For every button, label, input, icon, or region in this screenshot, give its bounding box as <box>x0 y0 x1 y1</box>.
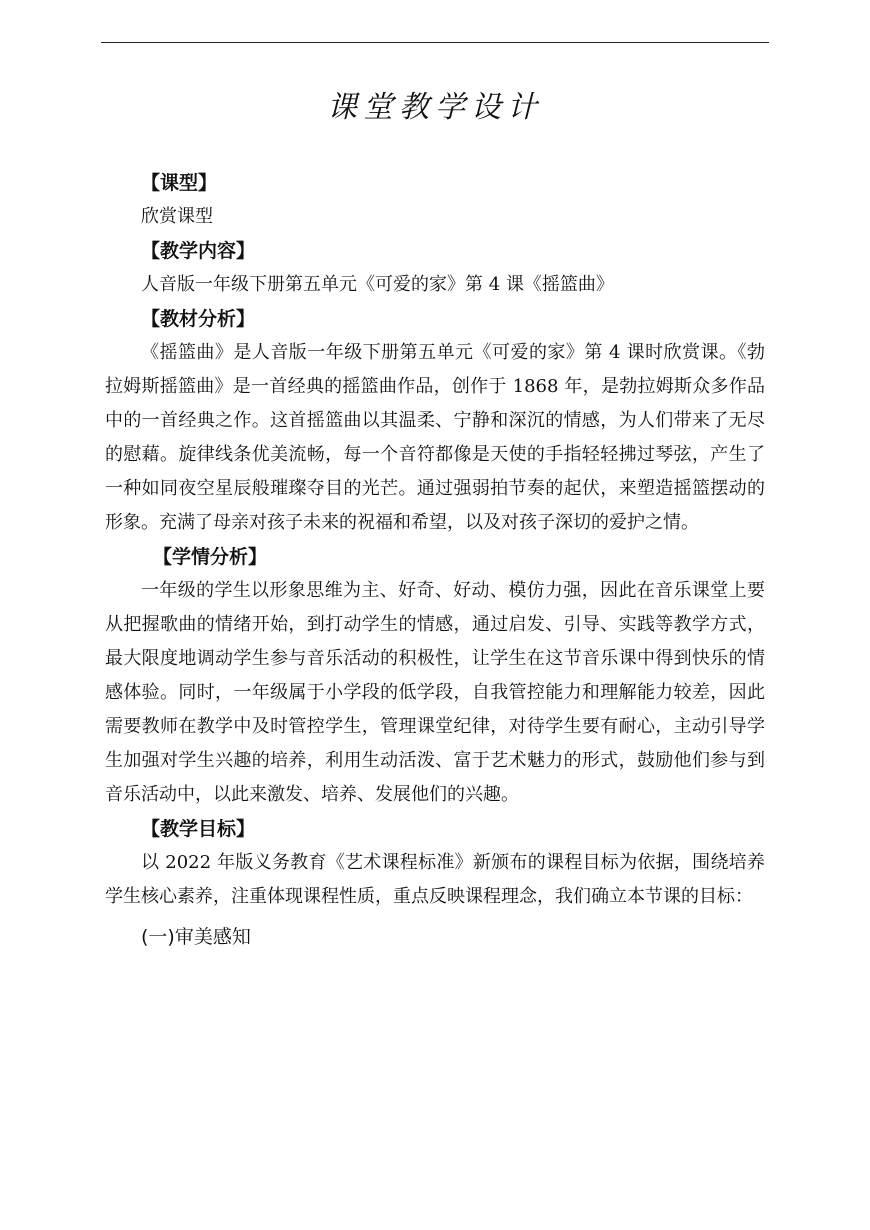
section-paragraph-student-analysis: 一年级的学生以形象思维为主、好奇、好动、模仿力强，因此在音乐课堂上要从把握歌曲的情绪开始，到打动学生的情感，通过启发、引导、实践等教学方式，最大限度地调动学生参与音乐活动的积极性，让学生在这节音乐课中得到快乐的情感体验。同时，一年级属于小学段的低学段，自我管控能力和理解能力较差，因此需要教师在教学中及时管控学生，管理课堂纪律，对待学生要有耐心，主动引导学生加强对学生兴趣的培养，利用生动活泼、富于艺术魅力的形式，鼓励他们参与到音乐活动中，以此来激发、培养、发展他们的兴趣。 <box>105 580 765 805</box>
section-heading-course-type: 【课型】 <box>141 172 218 194</box>
section-text-course-type: 欣赏课型 <box>141 206 213 227</box>
section-heading-student-analysis: 【学情分析】 <box>153 546 268 568</box>
subheading-aesthetic-perception: (一)审美感知 <box>141 926 251 948</box>
document-body <box>101 166 769 954</box>
section-paragraph-material-analysis: 《摇篮曲》是人音版一年级下册第五单元《可爱的家》第 4 课时欣赏课。《勃拉姆斯摇篮曲》是一首经典的摇篮曲作品，创作于 1868 年，是勃拉姆斯众多作品中的一首经典之作。这首摇篮曲以其温柔、宁静和深沉的情感，为人们带来了无尽的慰藉。旋律线条优美流畅，每一个音符都像是天使的手指轻轻拂过琴弦，产生了一种如同夜空星辰般璀璨夺目的光芒。通过强弱拍节奏的起伏，来塑造摇篮摆动的形象。充满了母亲对孩子未来的祝福和希望，以及对孩子深切的爱护之情。 <box>105 342 765 533</box>
document-title: 课堂教学设计 <box>327 90 543 125</box>
section-heading-teaching-content: 【教学内容】 <box>141 240 256 262</box>
section-heading-teaching-goals: 【教学目标】 <box>141 818 256 840</box>
header-rule <box>101 42 769 43</box>
section-heading-material-analysis: 【教材分析】 <box>141 308 256 330</box>
section-paragraph-teaching-goals: 以 2022 年版义务教育《艺术课程标准》新颁布的课程目标为依据，围绕培养学生核心素养，注重体现课程性质，重点反映课程理念，我们确立本节课的目标： <box>105 852 765 907</box>
section-text-teaching-content: 人音版一年级下册第五单元《可爱的家》第 4 课《摇篮曲》 <box>141 274 614 295</box>
